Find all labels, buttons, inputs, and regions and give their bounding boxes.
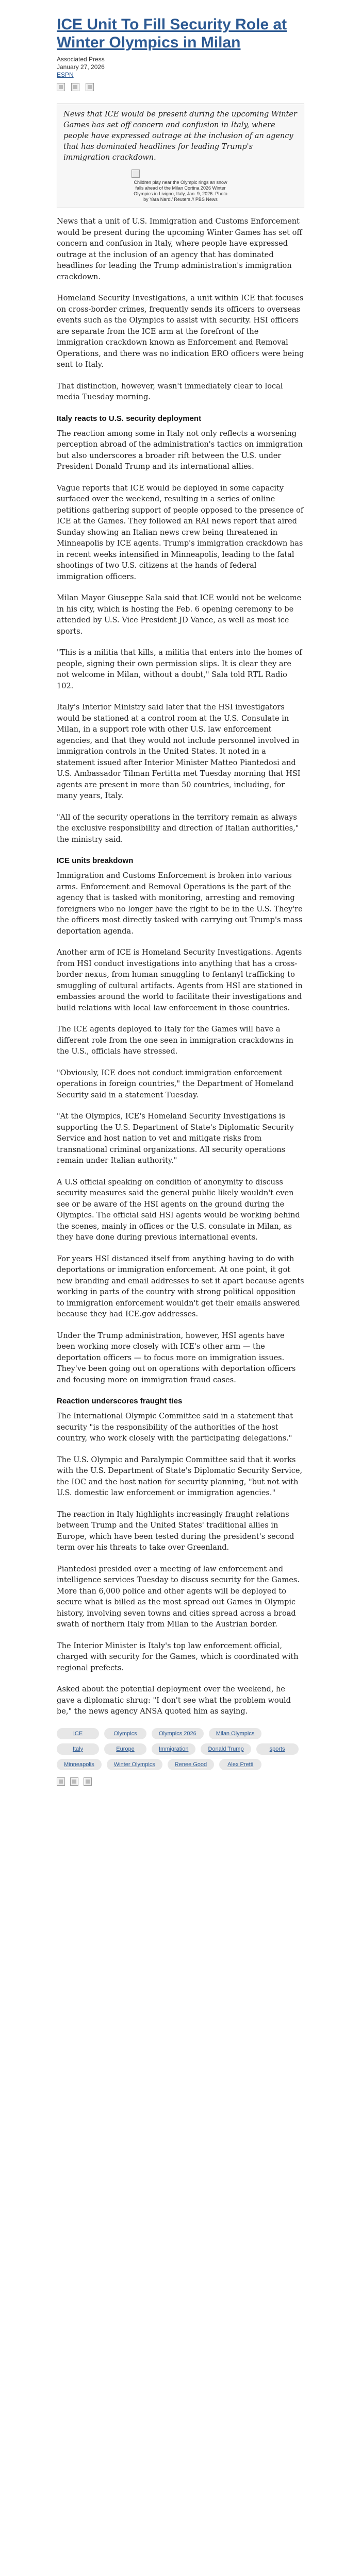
publish-date: January 27, 2026 xyxy=(57,63,105,71)
share-icon[interactable] xyxy=(57,1777,65,1786)
share-icon[interactable] xyxy=(71,83,79,91)
article-header xyxy=(57,0,304,96)
paragraph: Piantedosi presided over a meeting of law enforcement and intelligence services Tuesday to discuss security for the Games. More than 6,000 police and other agents will be deployed to secure what is billed as the most spread out Games in Olympic history, involving seven towns and cities spread across a broad swath of northern Italy from Milan to the Austrian border. xyxy=(57,1565,300,1629)
paragraph: "Obviously, ICE does not conduct immigration enforcement operations in foreign countries," the Department of Homeland Security said in a statement Tuesday. xyxy=(57,1069,294,1099)
byline: Associated Press xyxy=(57,56,105,63)
photo xyxy=(132,170,229,202)
tag-link[interactable]: ICE xyxy=(57,1728,99,1739)
paragraph: For years HSI distanced itself from anything having to do with deportations or immigration enforcement. At one point, it got new branding and email addresses to set it apart because agents working in parts of the country with strong political opposition to immigration enforcement wouldn't get their emails answered because they had ICE.gov addresses. xyxy=(57,1255,304,1318)
section-heading: Italy reacts to U.S. security deployment xyxy=(57,414,202,423)
broken-image-icon xyxy=(132,170,140,178)
share-icon[interactable] xyxy=(84,1777,92,1786)
share-row-bottom xyxy=(57,1777,304,1786)
paragraph: That distinction, however, wasn't immediately clear to local media Tuesday morning. xyxy=(57,382,283,401)
section-heading: ICE units breakdown xyxy=(57,856,134,865)
paragraph: The ICE agents deployed to Italy for the Games will have a different role from the one seen in immigration crackdowns in the U.S., officials have stressed. xyxy=(57,1025,293,1056)
paragraph: The reaction in Italy highlights increasingly fraught relations between Trump and the United States' traditional allies in Europe, which have been tested during the president's second term over his threats to take over Greenland. xyxy=(57,1510,294,1552)
paragraph: Asked about the potential deployment over the weekend, he gave a diplomatic shrug: "I don't see what the problem would be," the news agency ANSA quoted him as saying. xyxy=(57,1685,291,1716)
tag-link[interactable]: Italy xyxy=(57,1743,99,1755)
tag-link[interactable]: Winter Olympics xyxy=(107,1759,162,1770)
paragraph: A U.S official speaking on condition of anonymity to discuss security measures said the general public likely wouldn't even see or be aware of the HSI agents on the ground during the Olympics. The official said HSI agents would be working behind the scenes, mainly in offices or the U.S. consulate in Milan, as they have done during previous international events. xyxy=(57,1178,300,1242)
paragraph: The reaction among some in Italy not only reflects a worsening perception abroad of the administration's tactics on immigration but also underscores a broader rift between the U.S. under President Donald Trump and its international allies. xyxy=(57,429,303,471)
lead-text: News that ICE would be present during the upcoming Winter Games has set off concern and confusion in Italy, where people have expressed outrage at the inclusion of an agency that has dominated headlines for leading Trump's immigration crackdown. xyxy=(63,110,297,162)
main-column xyxy=(57,0,304,1786)
tag-link[interactable]: Immigration xyxy=(152,1743,195,1755)
tag-link[interactable]: Renee Good xyxy=(168,1759,214,1770)
article-body xyxy=(57,216,304,1718)
paragraph: Milan Mayor Giuseppe Sala said that ICE would not be welcome in his city, which is hosting the Feb. 6 opening ceremony to be attended by U.S. Vice President JD Vance, as well as most ice sports. xyxy=(57,594,302,636)
share-icon[interactable] xyxy=(70,1777,78,1786)
tag-link[interactable]: Alex Pretti xyxy=(219,1759,261,1770)
paragraph: Homeland Security Investigations, a unit within ICE that focuses on cross-border crimes, frequently sends its officers to overseas events such as the Olympics to assist with security. HSI officers are separate from the ICE arm at the forefront of the immigration crackdown known as Enforcement and Removal Operations, and there was no indication ERO officers were being sent to Italy. xyxy=(57,294,304,369)
paragraph: News that a unit of U.S. Immigration and Customs Enforcement would be present during the upcoming Winter Games has set off concern and confusion in Italy, where people have expressed outrage at the inclusion of an agency that has dominated headlines for leading the Trump administration's immigration crackdown. xyxy=(57,217,302,281)
source-link[interactable]: ESPN xyxy=(57,71,74,78)
paragraph: "At the Olympics, ICE's Homeland Security Investigations is supporting the U.S. Department of State's Diplomatic Security Service and host nation to vet and mitigate risks from transnational criminal organizations. All security operations remain under Italian authority." xyxy=(57,1112,294,1165)
lead-box xyxy=(57,104,304,208)
tag-link[interactable]: sports xyxy=(256,1743,299,1755)
paragraph: Vague reports that ICE would be deployed in some capacity surfaced over the weekend, resulting in a series of online petitions gathering support of people opposed to the presence of ICE at the Games. They followed an RAI news report that aired Sunday showing an Italian news crew being threatened in Minneapolis by ICE agents. Trump's immigration crackdown has in recent weeks intensified in Minneapolis, leading to the fatal shootings of two U.S. citizens at the hands of federal immigration officers. xyxy=(57,484,304,581)
tag-list xyxy=(57,1728,299,1770)
section-heading: Reaction underscores fraught ties xyxy=(57,1397,183,1405)
paragraph: The U.S. Olympic and Paralympic Committee said that it works with the U.S. Department of State's Diplomatic Security Service, the IOC and the host nation for security planning, "but not with U.S. domestic law enforcement or immigration agencies." xyxy=(57,1455,303,1497)
tag-link[interactable]: Donald Trump xyxy=(201,1743,251,1755)
tag-link[interactable]: Minneapolis xyxy=(57,1759,102,1770)
photo-caption: Children play near the Olympic rings an snow falls ahead of the Milan Cortina 2026 Winter Olympics in Livigno, Italy, Jan. 9, 2026. Photo by Yara Nardi/ Reuters // PBS News xyxy=(134,180,227,202)
tag-link[interactable]: Olympics xyxy=(104,1728,146,1739)
paragraph: Italy's Interior Ministry said later that the HSI investigators would be stationed at a control room at the U.S. Consulate in Milan, in a support role with other U.S. law enforcement agencies, and that they would not include personnel involved in immigration controls in the United States. It noted in a statement issued after Interior Minister Matteo Piantedosi and U.S. Ambassador Tilman Fertitta met Tuesday morning that HSI agents are present in more than 50 countries, including, for many years, Italy. xyxy=(57,703,301,800)
tag-link[interactable]: Milan Olympics xyxy=(209,1728,262,1739)
article-title[interactable]: ICE Unit To Fill Security Role at Winter Olympics in Milan xyxy=(57,16,287,51)
paragraph: The Interior Minister is Italy's top law enforcement official, charged with security for the Games, which is coordinated with regional prefects. xyxy=(57,1641,299,1672)
tag-link[interactable]: Olympics 2026 xyxy=(152,1728,204,1739)
tag-link[interactable]: Europe xyxy=(104,1743,146,1755)
paragraph: "This is a militia that kills, a militia that enters into the homes of people, signing their own permission slips. It is clear they are not welcome in Milan, without a doubt," Sala told RTL Radio 102. xyxy=(57,649,302,690)
paragraph: Under the Trump administration, however, HSI agents have been working more closely with ICE's other arm — the deportation officers — to focus more on immigration issues. They've been going out on operations with deportation officers and focusing more on immigration fraud cases. xyxy=(57,1331,296,1384)
share-icon[interactable] xyxy=(86,83,94,91)
paragraph: Another arm of ICE is Homeland Security Investigations. Agents from HSI conduct investigations into anything that has a cross-border nexus, from human smuggling to fentanyl trafficking to smuggling of cultural artifacts. Agents from HSI are stationed in embassies around the world to facilitate their investigations and build relations with local law enforcement in those countries. xyxy=(57,948,303,1012)
share-row xyxy=(57,83,304,91)
share-icon[interactable] xyxy=(57,83,65,91)
paragraph: "All of the security operations in the territory remain as always the exclusive responsibility and direction of Italian authorities," the ministry said. xyxy=(57,813,299,844)
paragraph: Immigration and Customs Enforcement is broken into various arms. Enforcement and Removal Operations is the part of the agency that is tasked with monitoring, arresting and removing foreigners who no longer have the right to be in the U.S. They're the officers most directly tasked with carrying out Trump's mass deportation agenda. xyxy=(57,872,303,936)
paragraph: The International Olympic Committee said in a statement that security "is the responsibility of the authorities of the host country, who work closely with the participating delegations." xyxy=(57,1412,293,1443)
